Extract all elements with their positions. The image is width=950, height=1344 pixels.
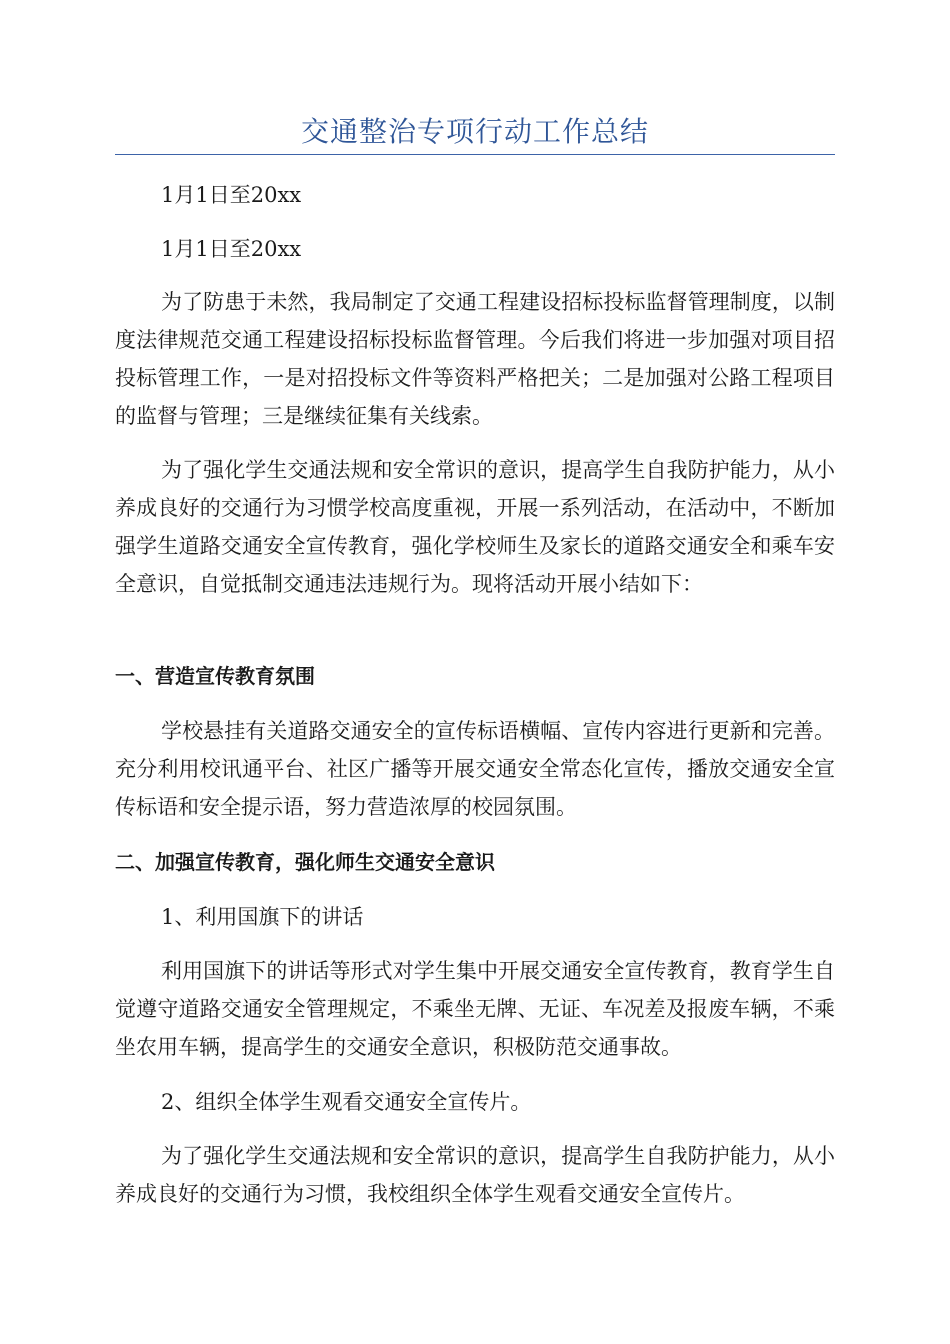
paragraph-5: 为了强化学生交通法规和安全常识的意识，提高学生自我防护能力，从小养成良好的交通行为习惯，我校组织全体学生观看交通安全宣传片。 xyxy=(115,1144,835,1206)
document-title: 交通整治专项行动工作总结 xyxy=(300,115,649,148)
subheading-2: 2、组织全体学生观看交通安全宣传片。 xyxy=(161,1090,532,1114)
paragraph-2: 为了强化学生交通法规和安全常识的意识，提高学生自我防护能力，从小养成良好的交通行为习惯学校高度重视，开展一系列活动，在活动中，不断加强学生道路交通安全宣传教育，强化学校师生及家长的道路交通安全和乘车安全意识，自觉抵制交通违法违规行为。现将活动开展小结如下： xyxy=(115,458,835,596)
subheading-1: 1、利用国旗下的讲话 xyxy=(161,905,364,929)
paragraph-1: 为了防患于未然，我局制定了交通工程建设招标投标监督管理制度，以制度法律规范交通工程建设招标投标监督管理。今后我们将进一步加强对项目招投标管理工作，一是对招投标文件等资料严格把关；二是加强对公路工程项目的监督与管理；三是继续征集有关线索。 xyxy=(115,290,835,428)
section-heading-1: 一、营造宣传教育氛围 xyxy=(115,664,315,688)
paragraph-3: 学校悬挂有关道路交通安全的宣传标语横幅、宣传内容进行更新和完善。充分利用校讯通平台、社区广播等开展交通安全常态化宣传，播放交通安全宣传标语和安全提示语，努力营造浓厚的校园氛围。 xyxy=(115,719,835,819)
section-heading-2: 二、加强宣传教育，强化师生交通安全意识 xyxy=(115,850,495,874)
date-line-2: 1月1日至20xx xyxy=(161,237,302,261)
title-underline xyxy=(115,154,835,155)
date-line-1: 1月1日至20xx xyxy=(161,183,302,207)
paragraph-4: 利用国旗下的讲话等形式对学生集中开展交通安全宣传教育，教育学生自觉遵守道路交通安全管理规定，不乘坐无牌、无证、车况差及报废车辆，不乘坐农用车辆，提高学生的交通安全意识，积极防范交通事故。 xyxy=(115,959,835,1059)
